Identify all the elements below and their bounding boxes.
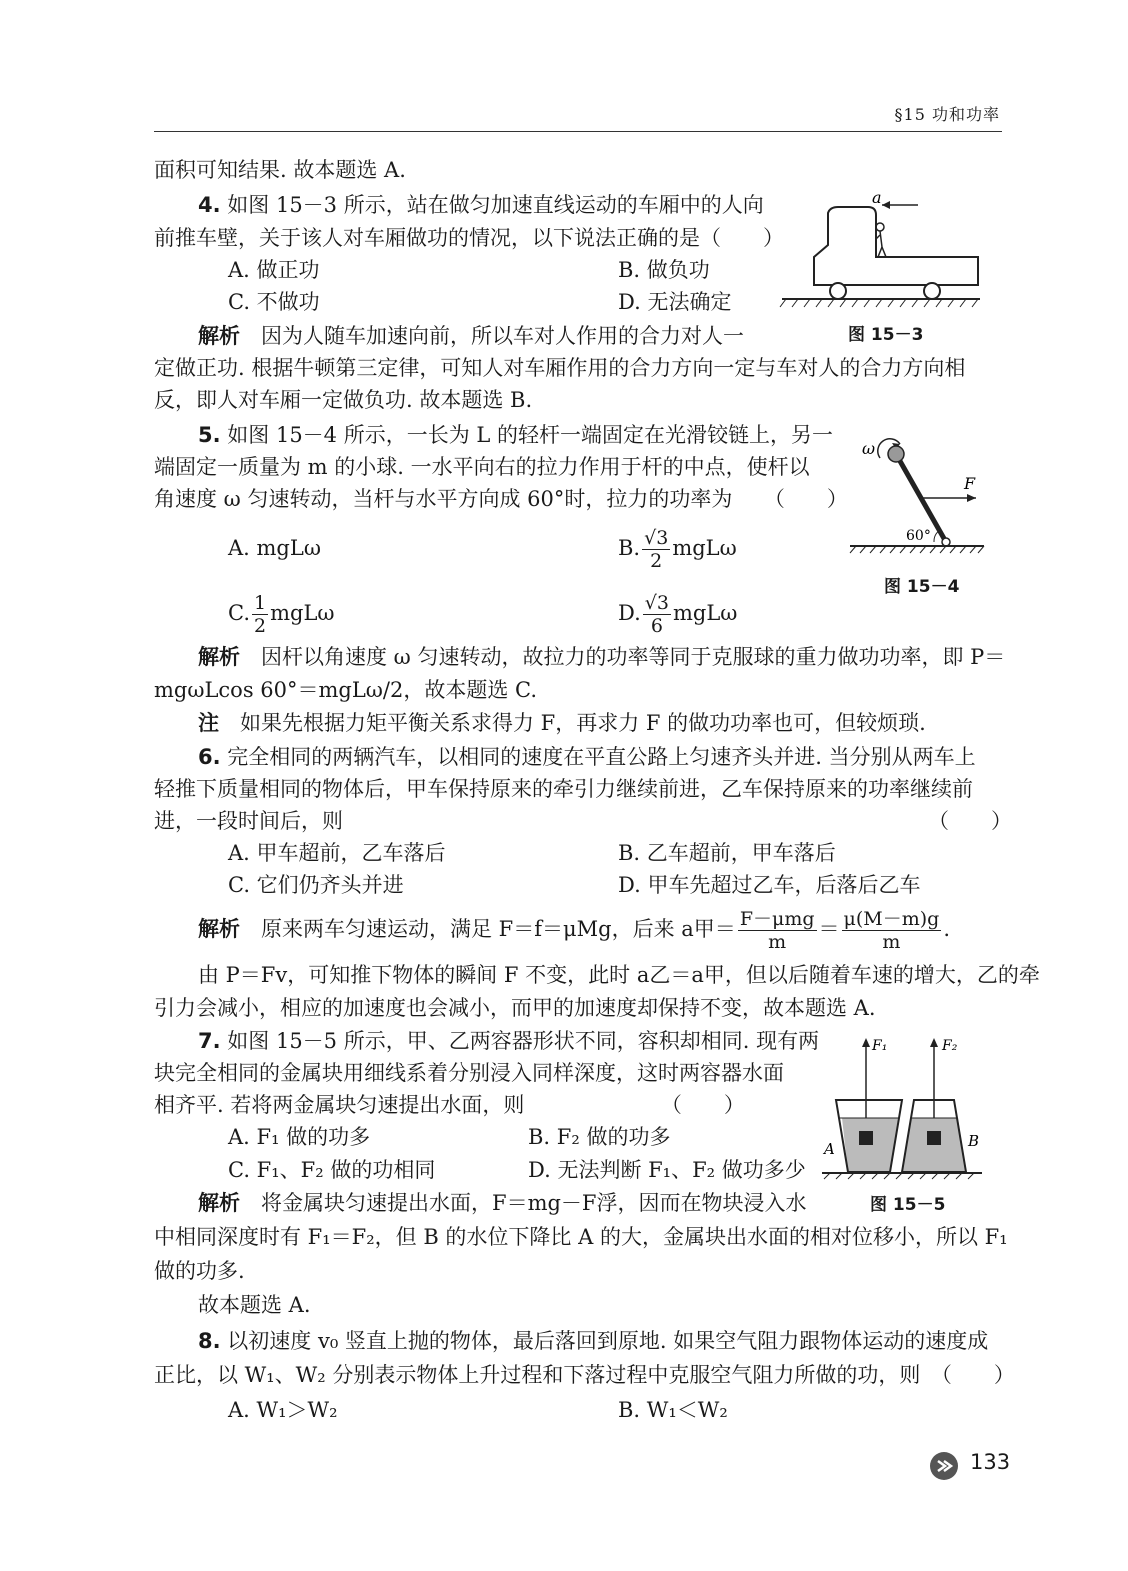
fig4-label-omega: ω bbox=[862, 439, 876, 458]
numerator: √3 bbox=[644, 592, 669, 614]
figure-caption: 图 15－4 bbox=[884, 577, 960, 597]
solution-line bbox=[198, 1188, 807, 1218]
text-line: 定做正功. 根据牛顿第三定律，可知人对车厢作用的合力方向一定与车对人的合力方向相 bbox=[154, 356, 966, 380]
fig3-label-a: a bbox=[872, 188, 882, 207]
text-line: 以初速度 v₀ 竖直上抛的物体，最后落回到原地. 如果空气阻力跟物体运动的速度成 bbox=[227, 1329, 989, 1353]
option-letter: B. bbox=[618, 536, 641, 560]
solution-line bbox=[198, 908, 950, 953]
option-a: A. 甲车超前，乙车落后 bbox=[228, 841, 446, 865]
wheel-icon bbox=[830, 283, 846, 299]
question-6 bbox=[198, 742, 976, 772]
option-c: C. 它们仍齐头并进 bbox=[228, 873, 404, 897]
text-line: 面积可知结果. 故本题选 A. bbox=[154, 158, 406, 182]
solution-line bbox=[198, 321, 744, 351]
note-label: 注 bbox=[198, 711, 219, 735]
option-b: B. F₂ 做的功多 bbox=[528, 1125, 671, 1149]
solution-label: 解析 bbox=[198, 1191, 240, 1215]
question-5 bbox=[198, 420, 833, 450]
figure-15-3 bbox=[780, 185, 985, 315]
fraction bbox=[643, 592, 671, 637]
option-c bbox=[228, 592, 335, 637]
period: . bbox=[943, 917, 951, 941]
fig5-label-F1: F₁ bbox=[872, 1038, 888, 1054]
option-letter: C. bbox=[228, 601, 250, 625]
text-line: 前推车壁，关于该人对车厢做功的情况，以下说法正确的是（ ） bbox=[154, 226, 784, 250]
page-number: 133 bbox=[970, 1450, 1011, 1474]
numerator: √3 bbox=[644, 527, 669, 549]
text-line: 将金属块匀速提出水面，F＝mg－F浮，因而在物块浸入水 bbox=[261, 1191, 807, 1215]
option-a: A. 做正功 bbox=[228, 258, 320, 282]
text-line: mgωLcos 60°＝mgLω/2，故本题选 C. bbox=[154, 678, 538, 702]
option-text: mgLω bbox=[270, 601, 335, 625]
fraction bbox=[642, 527, 670, 572]
answer-paren: （ ） bbox=[928, 809, 1012, 833]
option-d: D. 无法确定 bbox=[618, 290, 732, 314]
text-line: 轻推下质量相同的物体后，甲车保持原来的牵引力继续前进，乙车保持原来的功率继续前 bbox=[154, 777, 973, 801]
text-line: 做的功多. bbox=[154, 1259, 245, 1283]
numerator: 1 bbox=[254, 592, 267, 614]
question-number: 6. bbox=[198, 745, 221, 769]
numerator: F－μmg bbox=[739, 908, 815, 930]
question-number: 8. bbox=[198, 1329, 221, 1353]
text-line: 中相同深度时有 F₁＝F₂，但 B 的水位下降比 A 的大，金属块出水面的相对位移小，所以 F₁ bbox=[154, 1225, 1008, 1249]
text-line: 角速度 ω 匀速转动，当杆与水平方向成 60°时，拉力的功率为 （ ） bbox=[154, 487, 848, 511]
arrow-icon bbox=[930, 1452, 958, 1480]
text-line: 因杆以角速度 ω 匀速转动，故拉力的功率等同于克服球的重力做功功率，即 P＝ bbox=[261, 645, 1006, 669]
question-number: 7. bbox=[198, 1029, 221, 1053]
question-number: 4. bbox=[198, 193, 221, 217]
running-header: §15 功和功率 bbox=[894, 105, 1000, 124]
solution-label: 解析 bbox=[198, 645, 240, 669]
ball bbox=[888, 446, 904, 462]
text-line: 完全相同的两辆汽车，以相同的速度在平直公路上匀速齐头并进. 当分别从两车上 bbox=[227, 745, 976, 769]
fraction bbox=[738, 908, 817, 953]
header-rule bbox=[154, 131, 1002, 132]
text-line: 如图 15－5 所示，甲、乙两容器形状不同，容积却相同. 现有两 bbox=[227, 1029, 820, 1053]
text-line: 故本题选 A. bbox=[198, 1293, 311, 1317]
text-line: 反，即人对车厢一定做负功. 故本题选 B. bbox=[154, 388, 533, 412]
note-line bbox=[198, 708, 926, 738]
fig4-label-angle: 60° bbox=[906, 528, 931, 544]
option-d: D. 甲车先超过乙车，后落后乙车 bbox=[618, 873, 921, 897]
text-line: 如图 15－4 所示，一长为 L 的轻杆一端固定在光滑铰链上，另一 bbox=[227, 423, 834, 447]
figure-caption: 图 15－3 bbox=[848, 325, 924, 345]
text-line: 如图 15－3 所示，站在做匀加速直线运动的车厢中的人向 bbox=[227, 193, 764, 217]
metal-block bbox=[859, 1131, 873, 1145]
metal-block bbox=[927, 1131, 941, 1145]
text-line: 块完全相同的金属块用细线系着分别浸入同样深度，这时两容器水面 bbox=[154, 1061, 784, 1085]
text-line: 进，一段时间后，则 bbox=[154, 809, 343, 833]
option-c: C. F₁、F₂ 做的功相同 bbox=[228, 1158, 436, 1182]
option-a: A. W₁＞W₂ bbox=[228, 1398, 338, 1422]
option-a: A. mgLω bbox=[228, 536, 321, 560]
fig5-label-B: B bbox=[968, 1132, 980, 1150]
question-8 bbox=[198, 1326, 988, 1356]
fraction bbox=[842, 908, 942, 953]
solution-label: 解析 bbox=[198, 324, 240, 348]
text-line: 如果先根据力矩平衡关系求得力 F，再求力 F 的做功功率也可，但较烦琐. bbox=[240, 711, 926, 735]
text-line: 由 P＝Fv，可知推下物体的瞬间 F 不变，此时 a乙＝a甲，但以后随着车速的增大，乙的牵 bbox=[198, 963, 1040, 987]
option-a: A. F₁ 做的功多 bbox=[228, 1125, 371, 1149]
question-7 bbox=[198, 1026, 819, 1056]
fig5-label-A: A bbox=[824, 1140, 835, 1158]
option-letter: D. bbox=[618, 601, 641, 625]
text-line: 正比，以 W₁、W₂ 分别表示物体上升过程和下落过程中克服空气阻力所做的功，则 （ ） bbox=[154, 1363, 1015, 1387]
numerator: μ(M－m)g bbox=[843, 908, 940, 930]
fig4-label-F: F bbox=[964, 474, 976, 493]
figure-15-4 bbox=[850, 432, 990, 562]
person-icon bbox=[876, 223, 884, 231]
denominator: 2 bbox=[254, 615, 267, 637]
solution-line bbox=[198, 642, 1005, 672]
option-text: mgLω bbox=[672, 601, 738, 625]
question-number: 5. bbox=[198, 423, 221, 447]
figure-caption: 图 15－5 bbox=[870, 1195, 946, 1215]
option-text: mgLω bbox=[672, 536, 737, 560]
option-b: B. W₁＜W₂ bbox=[618, 1398, 728, 1422]
fraction bbox=[252, 592, 268, 637]
option-b: B. 做负功 bbox=[618, 258, 710, 282]
question-4 bbox=[198, 190, 764, 220]
denominator: 2 bbox=[650, 550, 663, 572]
wheel-icon bbox=[924, 283, 940, 299]
fig5-label-F2: F₂ bbox=[942, 1038, 958, 1054]
denominator: m bbox=[882, 931, 901, 953]
denominator: 6 bbox=[650, 615, 663, 637]
option-b bbox=[618, 527, 737, 572]
hinge bbox=[942, 538, 950, 546]
text-line: 端固定一质量为 m 的小球. 一水平向右的拉力作用于杆的中点，使杆以 bbox=[154, 455, 810, 479]
equals-sign: ＝ bbox=[818, 917, 840, 941]
option-b: B. 乙车超前，甲车落后 bbox=[618, 841, 836, 865]
option-d bbox=[618, 592, 737, 637]
figure-15-5 bbox=[822, 1032, 987, 1180]
text-line: 相齐平. 若将两金属块匀速提出水面，则 （ ） bbox=[154, 1093, 745, 1117]
truck-body bbox=[814, 207, 978, 285]
text-line: 原来两车匀速运动，满足 F＝f＝μMg，后来 a甲＝ bbox=[261, 917, 736, 941]
option-c: C. 不做功 bbox=[228, 290, 320, 314]
solution-label: 解析 bbox=[198, 917, 240, 941]
text-line: 因为人随车加速向前，所以车对人作用的合力对人一 bbox=[261, 324, 744, 348]
text-line: 引力会减小，相应的加速度也会减小，而甲的加速度却保持不变，故本题选 A. bbox=[154, 996, 876, 1020]
option-d: D. 无法判断 F₁、F₂ 做功多少 bbox=[528, 1158, 806, 1182]
denominator: m bbox=[768, 931, 787, 953]
